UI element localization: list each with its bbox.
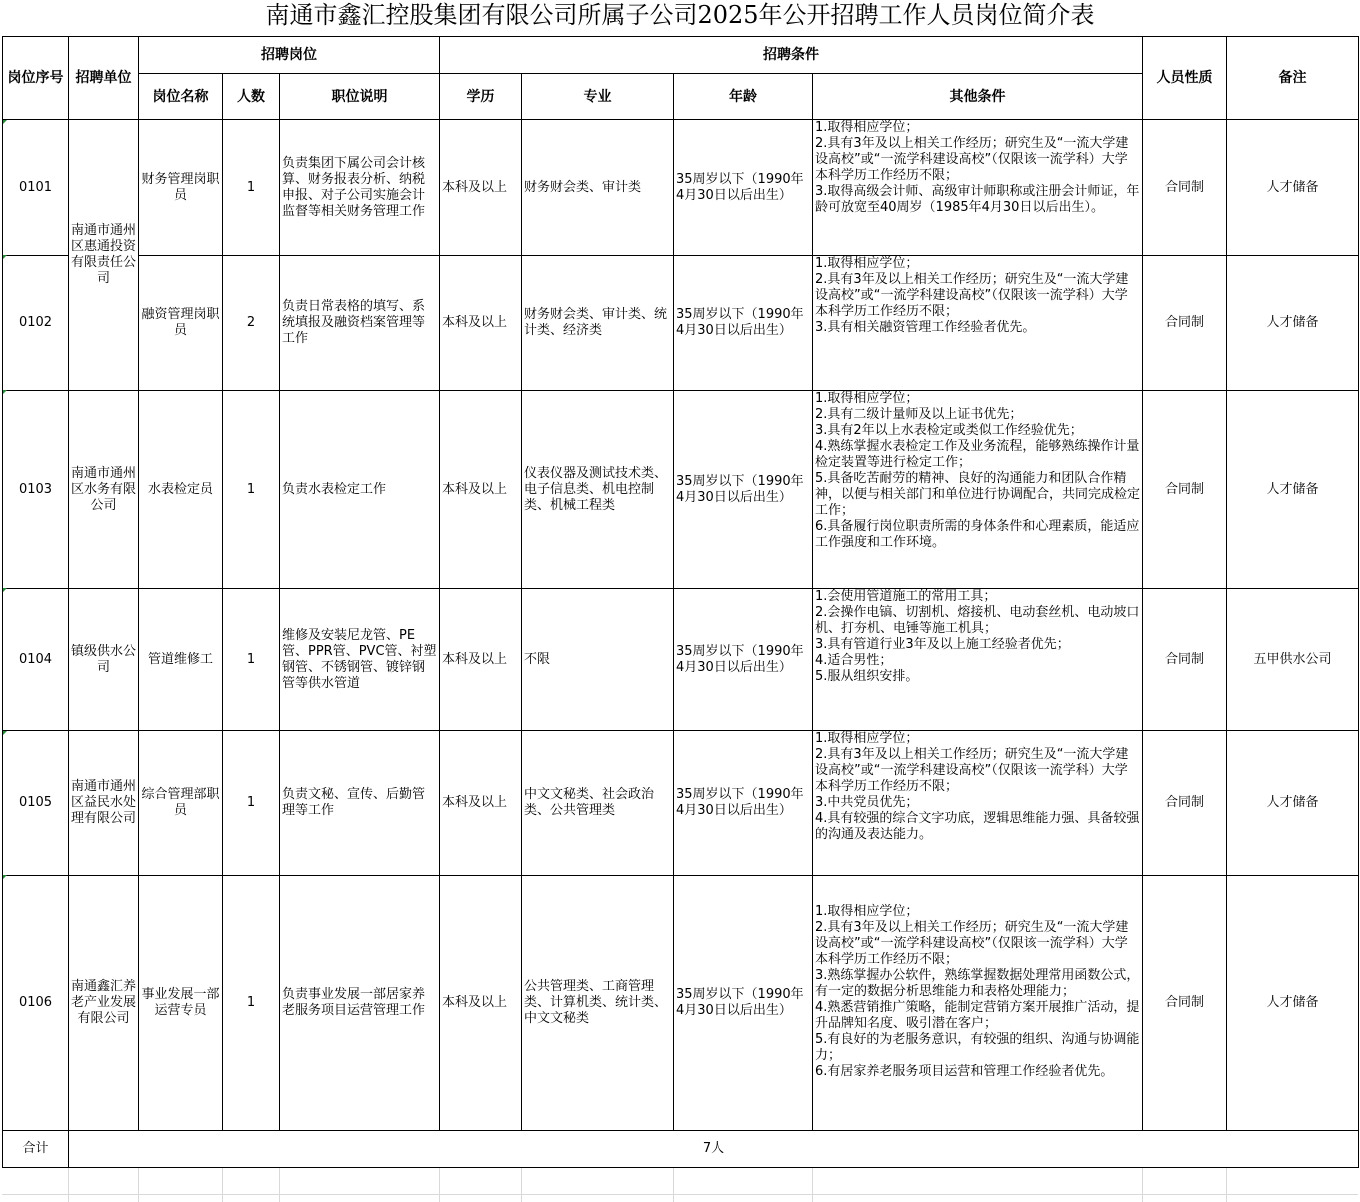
cell-other bbox=[813, 731, 1143, 876]
comment-marker-icon bbox=[3, 588, 7, 592]
cell-count: 1 bbox=[223, 589, 280, 731]
table-row bbox=[3, 731, 1359, 876]
condition-line: 1.取得相应学位； bbox=[815, 120, 919, 135]
total-value: 7人 bbox=[69, 1131, 1359, 1168]
header-group-post: 招聘岗位 bbox=[139, 37, 440, 74]
cell-remark: 人才储备 bbox=[1227, 256, 1359, 391]
empty-grid-col bbox=[439, 1168, 440, 1202]
cell-post: 管道维修工 bbox=[139, 589, 223, 731]
cell-nature: 合同制 bbox=[1143, 391, 1227, 589]
header-age: 年龄 bbox=[674, 74, 813, 120]
condition-line: 5.有良好的为老服务意识，有较强的组织、沟通与协调能力； bbox=[815, 1032, 1140, 1063]
empty-grid-col bbox=[673, 1168, 674, 1202]
cell-post: 融资管理岗职员 bbox=[139, 256, 223, 391]
cell-seq: 0105 bbox=[3, 731, 69, 876]
condition-line: 3.具有相关融资管理工作经验者优先。 bbox=[815, 320, 1036, 335]
condition-line: 5.具备吃苦耐劳的精神、良好的沟通能力和团队合作精神，以便与相关部门和单位进行协调配合，共同完成检定工作； bbox=[815, 471, 1141, 518]
header-edu: 学历 bbox=[440, 74, 522, 120]
cell-major: 仪表仪器及测试技术类、电子信息类、机电控制类、机械工程类 bbox=[522, 391, 674, 589]
header-desc: 职位说明 bbox=[280, 74, 440, 120]
table-row bbox=[3, 391, 1359, 589]
cell-other bbox=[813, 589, 1143, 731]
condition-line: 1.取得相应学位； bbox=[815, 731, 919, 746]
condition-line: 1.取得相应学位； bbox=[815, 904, 919, 919]
header-seq: 岗位序号 bbox=[3, 37, 69, 120]
condition-line: 3.具有2年以上水表检定或类似工作经验优先； bbox=[815, 423, 1083, 438]
comment-marker-icon bbox=[3, 255, 7, 259]
header-major: 专业 bbox=[522, 74, 674, 120]
cell-remark: 人才储备 bbox=[1227, 876, 1359, 1131]
header-remark: 备注 bbox=[1227, 37, 1359, 120]
comment-marker-icon bbox=[3, 120, 7, 124]
cell-edu: 本科及以上 bbox=[440, 876, 522, 1131]
condition-line: 3.熟练掌握办公软件，熟练掌握数据处理常用函数公式，有一定的数据分析思维能力和表格处理能力； bbox=[815, 968, 1140, 999]
total-label: 合计 bbox=[3, 1131, 69, 1168]
comment-marker-icon bbox=[3, 390, 7, 394]
cell-other bbox=[813, 876, 1143, 1131]
cell-nature: 合同制 bbox=[1143, 589, 1227, 731]
cell-unit: 南通市通州区惠通投资有限责任公司 bbox=[69, 120, 139, 391]
cell-desc: 维修及安装尼龙管、PE管、PPR管、PVC管、衬塑钢管、不锈钢管、镀锌钢管等供水管道 bbox=[280, 589, 440, 731]
empty-grid-col bbox=[1226, 1168, 1227, 1202]
condition-line: 3.中共党员优先； bbox=[815, 795, 919, 810]
cell-seq: 0103 bbox=[3, 391, 69, 589]
cell-count: 1 bbox=[223, 876, 280, 1131]
cell-post: 综合管理部职员 bbox=[139, 731, 223, 876]
empty-grid-col bbox=[279, 1168, 280, 1202]
condition-line: 4.熟悉营销推广策略，能制定营销方案开展推广活动，提升品牌知名度、吸引潜在客户； bbox=[815, 1000, 1140, 1031]
cell-seq: 0102 bbox=[3, 256, 69, 391]
empty-grid-col bbox=[521, 1168, 522, 1202]
cell-nature: 合同制 bbox=[1143, 120, 1227, 256]
sheet-title: 南通市鑫汇控股集团有限公司所属子公司2025年公开招聘工作人员岗位简介表 bbox=[265, 1, 1095, 29]
condition-line: 4.适合男性； bbox=[815, 653, 893, 668]
cell-other bbox=[813, 120, 1143, 256]
cell-age: 35周岁以下（1990年4月30日以后出生） bbox=[674, 391, 813, 589]
cell-age: 35周岁以下（1990年4月30日以后出生） bbox=[674, 876, 813, 1131]
condition-line: 6.具备履行岗位职责所需的身体条件和心理素质，能适应工作强度和工作环境。 bbox=[815, 519, 1140, 550]
cell-seq: 0106 bbox=[3, 876, 69, 1131]
cell-count: 1 bbox=[223, 391, 280, 589]
condition-line: 3.具有管道行业3年及以上施工经验者优先； bbox=[815, 637, 1070, 652]
condition-line: 2.具有3年及以上相关工作经历；研究生及“一流大学建设高校”或“一流学科建设高校”（仅限该一流学科）大学本科学历工作经历不限； bbox=[815, 747, 1129, 794]
cell-major: 不限 bbox=[522, 589, 674, 731]
cell-edu: 本科及以上 bbox=[440, 589, 522, 731]
header-group-requirements: 招聘条件 bbox=[440, 37, 1143, 74]
cell-unit: 南通市通州区水务有限公司 bbox=[69, 391, 139, 589]
cell-post: 财务管理岗职员 bbox=[139, 120, 223, 256]
table-row bbox=[3, 876, 1359, 1131]
condition-line: 4.熟练掌握水表检定工作及业务流程，能够熟练操作计量检定装置等进行检定工作； bbox=[815, 439, 1140, 470]
condition-line: 5.服从组织安排。 bbox=[815, 669, 919, 684]
condition-line: 2.会操作电镐、切割机、熔接机、电动套丝机、电动坡口机、打夯机、电锤等施工机具； bbox=[815, 605, 1140, 636]
cell-major: 财务财会类、审计类、统计类、经济类 bbox=[522, 256, 674, 391]
cell-other bbox=[813, 391, 1143, 589]
table-row bbox=[3, 120, 1359, 256]
total-row bbox=[3, 1131, 1359, 1168]
condition-line: 4.具有较强的综合文字功底，逻辑思维能力强、具备较强的沟通及表达能力。 bbox=[815, 811, 1140, 842]
condition-line: 6.有居家养老服务项目运营和管理工作经验者优先。 bbox=[815, 1064, 1114, 1079]
cell-post: 事业发展一部运营专员 bbox=[139, 876, 223, 1131]
cell-edu: 本科及以上 bbox=[440, 731, 522, 876]
header-post-name: 岗位名称 bbox=[139, 74, 223, 120]
cell-count: 2 bbox=[223, 256, 280, 391]
positions-table bbox=[2, 36, 1359, 1168]
cell-nature: 合同制 bbox=[1143, 876, 1227, 1131]
table-row bbox=[3, 589, 1359, 731]
cell-edu: 本科及以上 bbox=[440, 391, 522, 589]
comment-marker-icon bbox=[3, 875, 7, 879]
cell-desc: 负责日常表格的填写、系统填报及融资档案管理等工作 bbox=[280, 256, 440, 391]
cell-post: 水表检定员 bbox=[139, 391, 223, 589]
cell-desc: 负责文秘、宣传、后勤管理等工作 bbox=[280, 731, 440, 876]
cell-unit: 南通市通州区益民水处理有限公司 bbox=[69, 731, 139, 876]
cell-age: 35周岁以下（1990年4月30日以后出生） bbox=[674, 256, 813, 391]
cell-major: 中文文秘类、社会政治类、公共管理类 bbox=[522, 731, 674, 876]
empty-grid-row bbox=[2, 1168, 1358, 1195]
empty-grid-col bbox=[812, 1168, 813, 1202]
empty-grid-col bbox=[222, 1168, 223, 1202]
cell-count: 1 bbox=[223, 731, 280, 876]
cell-nature: 合同制 bbox=[1143, 256, 1227, 391]
header-count: 人数 bbox=[223, 74, 280, 120]
empty-grid-col bbox=[68, 1168, 69, 1202]
condition-line: 1.取得相应学位； bbox=[815, 391, 919, 406]
cell-age: 35周岁以下（1990年4月30日以后出生） bbox=[674, 120, 813, 256]
cell-remark: 人才储备 bbox=[1227, 391, 1359, 589]
cell-desc: 负责集团下属公司会计核算、财务报表分析、纳税申报、对子公司实施会计监督等相关财务管理工作 bbox=[280, 120, 440, 256]
condition-line: 1.会使用管道施工的常用工具； bbox=[815, 589, 997, 604]
cell-major: 财务财会类、审计类 bbox=[522, 120, 674, 256]
cell-nature: 合同制 bbox=[1143, 731, 1227, 876]
cell-desc: 负责水表检定工作 bbox=[280, 391, 440, 589]
cell-edu: 本科及以上 bbox=[440, 120, 522, 256]
header-other: 其他条件 bbox=[813, 74, 1143, 120]
cell-seq: 0104 bbox=[3, 589, 69, 731]
condition-line: 1.取得相应学位； bbox=[815, 256, 919, 271]
cell-major: 公共管理类、工商管理类、计算机类、统计类、中文文秘类 bbox=[522, 876, 674, 1131]
cell-count: 1 bbox=[223, 120, 280, 256]
cell-unit: 南通鑫汇养老产业发展有限公司 bbox=[69, 876, 139, 1131]
cell-remark: 五甲供水公司 bbox=[1227, 589, 1359, 731]
condition-line: 3.取得高级会计师、高级审计师职称或注册会计师证，年龄可放宽至40周岁（1985年4月30日以后出生）。 bbox=[815, 184, 1140, 215]
cell-remark: 人才储备 bbox=[1227, 120, 1359, 256]
empty-grid-col bbox=[138, 1168, 139, 1202]
cell-age: 35周岁以下（1990年4月30日以后出生） bbox=[674, 731, 813, 876]
cell-remark: 人才储备 bbox=[1227, 731, 1359, 876]
cell-unit: 镇级供水公司 bbox=[69, 589, 139, 731]
condition-line: 2.具有3年及以上相关工作经历；研究生及“一流大学建设高校”或“一流学科建设高校”（仅限该一流学科）大学本科学历工作经历不限； bbox=[815, 136, 1129, 183]
cell-desc: 负责事业发展一部居家养老服务项目运营管理工作 bbox=[280, 876, 440, 1131]
condition-line: 2.具有3年及以上相关工作经历；研究生及“一流大学建设高校”或“一流学科建设高校”（仅限该一流学科）大学本科学历工作经历不限； bbox=[815, 920, 1129, 967]
header-nature: 人员性质 bbox=[1143, 37, 1227, 120]
comment-marker-icon bbox=[3, 731, 7, 735]
cell-age: 35周岁以下（1990年4月30日以后出生） bbox=[674, 589, 813, 731]
cell-edu: 本科及以上 bbox=[440, 256, 522, 391]
cell-other bbox=[813, 256, 1143, 391]
condition-line: 2.具有3年及以上相关工作经历；研究生及“一流大学建设高校”或“一流学科建设高校”（仅限该一流学科）大学本科学历工作经历不限； bbox=[815, 272, 1129, 319]
cell-seq: 0101 bbox=[3, 120, 69, 256]
condition-line: 2.具有二级计量师及以上证书优先； bbox=[815, 407, 1023, 422]
empty-grid-col bbox=[1142, 1168, 1143, 1202]
table-row bbox=[3, 256, 1359, 391]
header-unit: 招聘单位 bbox=[69, 37, 139, 120]
